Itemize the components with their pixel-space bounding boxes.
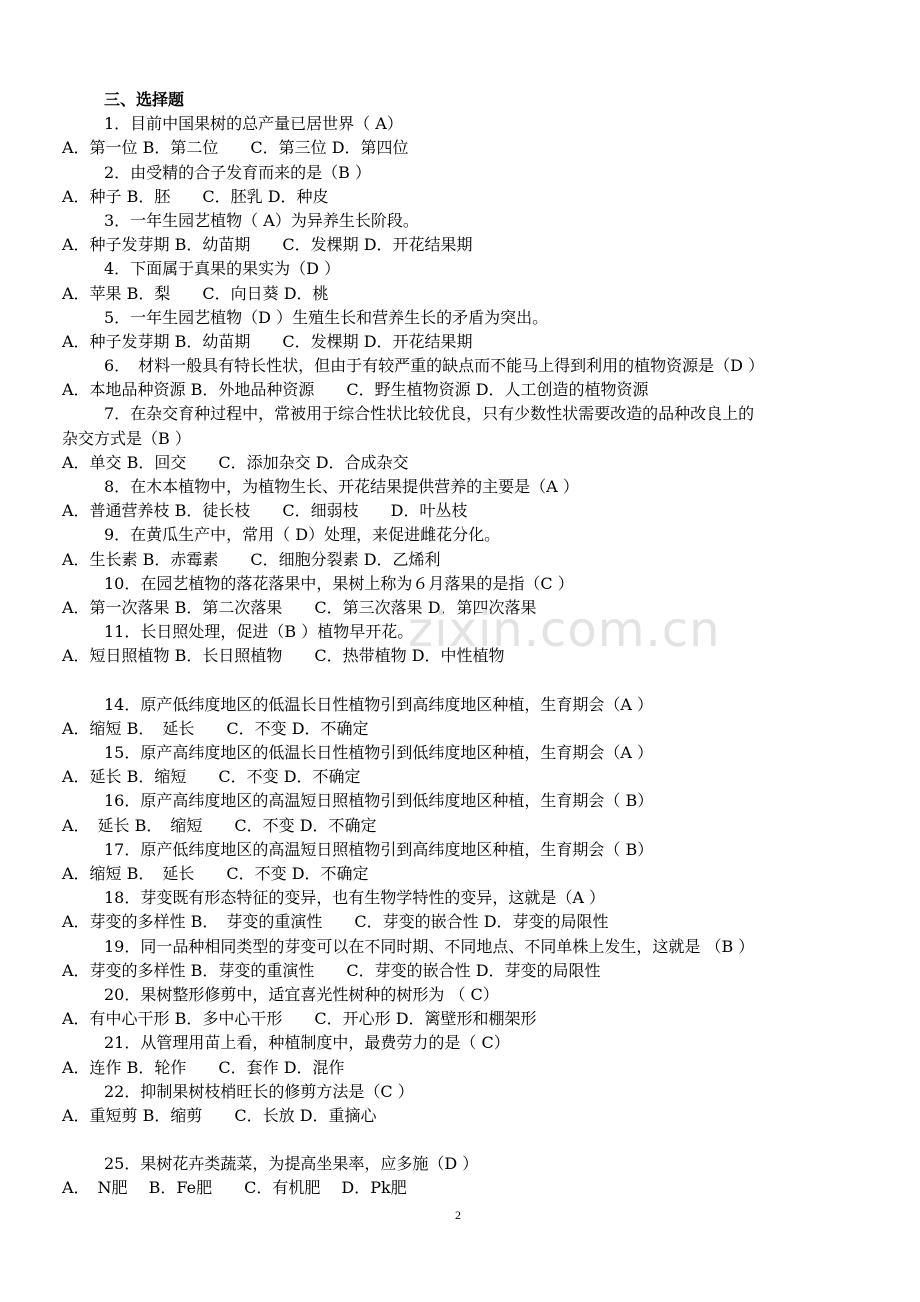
options-20: A．有中心干形 B．多中心干形 C．开心形 D．篱壁形和棚架形 — [62, 1009, 537, 1029]
question-17: 17．原产低纬度地区的高温短日照植物引到高纬度地区种植，生育期会（ B） — [104, 839, 654, 859]
options-16: A． 延长 B． 缩短 C．不变 D．不确定 — [62, 815, 377, 835]
question-8: 8．在木本植物中，为植物生长、开花结果提供营养的主要是（A ） — [104, 477, 579, 496]
blank-line-2 — [0, 1128, 920, 1152]
question-3: 3．一年生园艺植物（ A）为异养生长阶段。 — [104, 210, 419, 230]
question-19: 19．同一品种相同类型的芽变可以在不同时期、不同地点、不同单株上发生，这就是 （B ） — [104, 936, 755, 956]
options-6: A．本地品种资源 B．外地品种资源 C．野生植物资源 D．人工创造的植物资源 — [62, 380, 649, 400]
options-19: A．芽变的多样性 B．芽变的重演性 C．芽变的嵌合性 D．芽变的局限性 — [62, 960, 601, 980]
options-3: A．种子发芽期 B．幼苗期 C．发棵期 D．开花结果期 — [62, 235, 473, 255]
question-25: 25．果树花卉类蔬菜，为提高坐果率，应多施（D ） — [104, 1154, 479, 1174]
options-14: A．缩短 B． 延长 C．不变 D．不确定 — [62, 718, 369, 738]
options-25: A． N肥 B．Fe肥 C．有机肥 D．Pk肥 — [62, 1178, 407, 1198]
question-1: 1．目前中国果树的总产量已居世界（ A） — [104, 114, 403, 134]
watermark: zixin.com.cn — [408, 602, 721, 658]
section-heading: 三、选择题 — [104, 90, 185, 109]
question-15: 15．原产高纬度地区的低温长日性植物引到低纬度地区种植，生育期会（A ） — [104, 743, 654, 763]
question-4: 4．下面属于真果的果实为（D ） — [104, 259, 341, 279]
options-4: A．苹果 B．梨 C．向日葵 D．桃 — [62, 283, 329, 303]
options-1: A．第一位 B．第二位 C．第三位 D．第四位 — [62, 138, 409, 158]
question-5: 5．一年生园艺植物（D ）生殖生长和营养生长的矛盾为突出。 — [104, 307, 549, 327]
options-5: A．种子发芽期 B．幼苗期 C．发棵期 D．开花结果期 — [62, 331, 473, 351]
question-14: 14．原产低纬度地区的低温长日性植物引到高纬度地区种植，生育期会（A ） — [104, 694, 654, 714]
question-9: 9．在黄瓜生产中，常用（ D）处理，来促进雌花分化。 — [104, 525, 501, 545]
question-10: 10．在园艺植物的落花落果中，果树上称为６月落果的是指（C ） — [104, 573, 574, 593]
options-10: A．第一次落果 B．第二次落果 C．第三次落果 D．第四次落果 — [62, 597, 537, 617]
question-7-continued: 杂交方式是（B ） — [62, 428, 191, 448]
blank-line — [0, 669, 920, 693]
question-22: 22．抑制果树枝梢旺长的修剪方法是（C ） — [104, 1081, 414, 1101]
options-22: A．重短剪 B．缩剪 C．长放 D．重摘心 — [62, 1105, 377, 1125]
options-21: A．连作 B．轮作 C．套作 D．混作 — [62, 1057, 345, 1077]
page-number: 2 — [455, 1208, 461, 1222]
question-7: 7．在杂交育种过程中，常被用于综合性状比较优良，只有少数性状需要改造的品种改良上的 — [104, 404, 755, 424]
question-20: 20．果树整形修剪中，适宜喜光性树种的树形为 （ C） — [104, 984, 499, 1004]
question-18: 18．芽变既有形态特征的变异，也有生物学特性的变异，这就是（A ） — [104, 888, 606, 908]
options-18: A．芽变的多样性 B． 芽变的重演性 C．芽变的嵌合性 D．芽变的局限性 — [62, 912, 609, 932]
question-21: 21．从管理用苗上看，种植制度中，最费劳力的是（ C） — [104, 1033, 510, 1053]
options-2: A．种子 B．胚 C．胚乳 D．种皮 — [62, 186, 329, 206]
question-11: 11．长日照处理，促进（B ）植物早开花。 — [104, 622, 414, 642]
question-2: 2．由受精的合子发育而来的是（B ） — [104, 162, 372, 182]
options-9: A．生长素 B．赤霉素 C．细胞分裂素 D．乙烯利 — [62, 549, 441, 569]
question-6: 6． 材料一般具有特长性状，但由于有较严重的缺点而不能马上得到利用的植物资源是（D ） — [104, 356, 765, 376]
options-11: A．短日照植物 B．长日照植物 C．热带植物 D．中性植物 — [62, 646, 505, 666]
options-8: A．普通营养枝 B．徒长枝 C．细弱枝 D．叶丛枝 — [62, 501, 468, 521]
options-15: A．延长 B．缩短 C．不变 D．不确定 — [62, 767, 361, 787]
question-16: 16．原产高纬度地区的高温短日照植物引到低纬度地区种植，生育期会（ B） — [104, 791, 654, 811]
options-7: A．单交 B．回交 C．添加杂交 D．合成杂交 — [62, 452, 409, 472]
options-17: A．缩短 B． 延长 C．不变 D．不确定 — [62, 864, 369, 883]
